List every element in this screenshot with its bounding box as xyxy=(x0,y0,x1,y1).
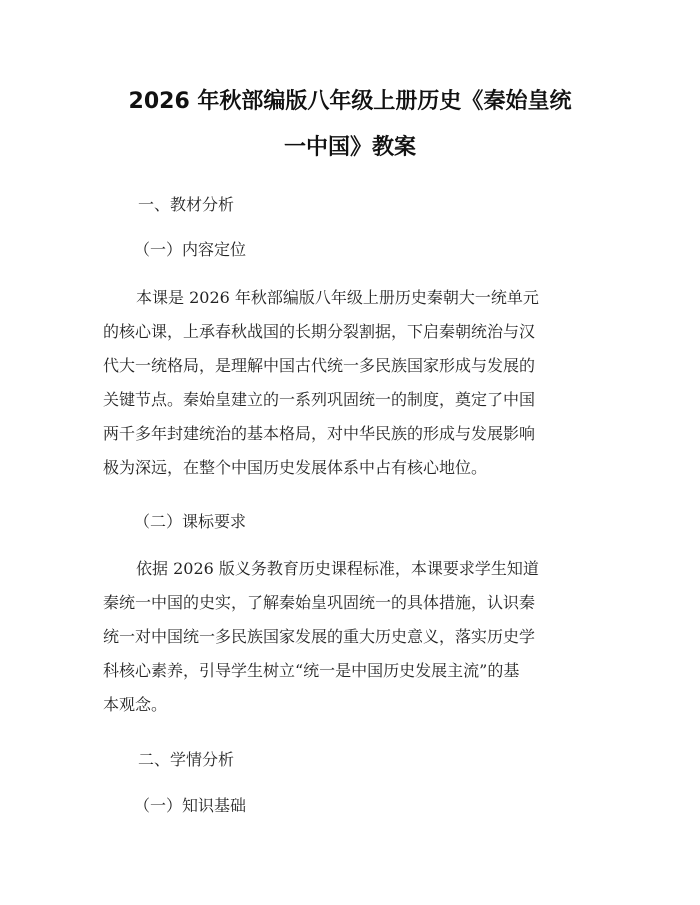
paragraph-curriculum-requirements xyxy=(103,552,603,722)
subsection-heading-curriculum-requirements: （二）课标要求 xyxy=(134,512,247,531)
paragraph-line: 依据 2026 版义务教育历史课程标准，本课要求学生知道 xyxy=(136,559,539,578)
paragraph-line: 的核心课，上承春秋战国的长期分裂割据，下启秦朝统治与汉 xyxy=(103,322,536,341)
paragraph-line: 关键节点。秦始皇建立的一系列巩固统一的制度，奠定了中国 xyxy=(103,390,536,409)
paragraph-line: 两千多年封建统治的基本格局，对中华民族的形成与发展影响 xyxy=(103,424,536,443)
paragraph-content-positioning xyxy=(103,281,603,485)
section-heading-textbook-analysis: 一、教材分析 xyxy=(138,195,235,214)
paragraph-line: 代大一统格局，是理解中国古代统一多民族国家形成与发展的 xyxy=(103,356,536,375)
document-title-line-1: 2026 年秋部编版八年级上册历史《秦始皇统 xyxy=(128,89,572,114)
document-title-line-2: 一中国》教案 xyxy=(283,135,416,160)
paragraph-line: 科核心素养，引导学生树立“统一是中国历史发展主流”的基 xyxy=(103,661,520,680)
subsection-heading-knowledge-base: （一）知识基础 xyxy=(134,796,247,815)
paragraph-line: 统一对中国统一多民族国家发展的重大历史意义，落实历史学 xyxy=(103,627,536,646)
paragraph-line: 极为深远，在整个中国历史发展体系中占有核心地位。 xyxy=(103,458,488,477)
paragraph-line: 秦统一中国的史实，了解秦始皇巩固统一的具体措施，认识秦 xyxy=(103,593,536,612)
paragraph-line: 本课是 2026 年秋部编版八年级上册历史秦朝大一统单元 xyxy=(136,288,539,307)
section-heading-student-analysis: 二、学情分析 xyxy=(138,750,235,769)
paragraph-line: 本观念。 xyxy=(103,695,168,714)
subsection-heading-content-positioning: （一）内容定位 xyxy=(134,240,247,259)
